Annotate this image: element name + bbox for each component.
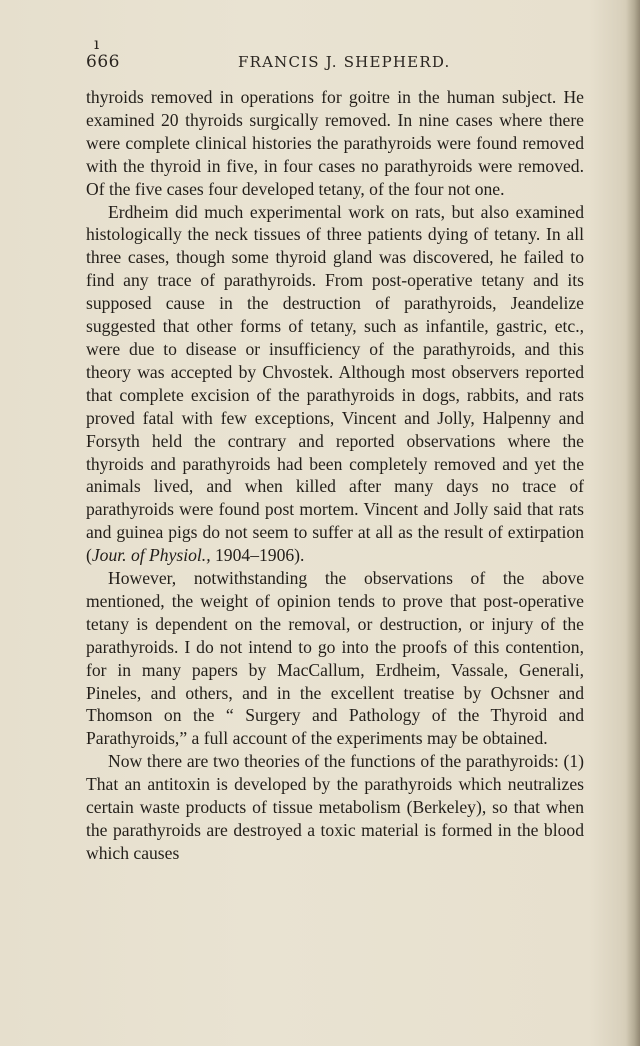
paragraph-3	[86, 567, 584, 750]
paragraph-2	[86, 201, 584, 568]
paragraph-2-citation-end: 1904–1906).	[210, 545, 305, 566]
paragraph-3-text: However, notwithstanding the observations of the above mentioned, the weight of opinion tends to prove that post-operative tetany is dependent on the removal, or destruction, or injury of the parathyroids. I do not intend to go into the proofs of this contention, for in many papers by MacCallum, Erdheim, Vassale, Generali, Pineles, and others, and in the excellent treatise by Ochsner and Thomson on the “ Surgery and Pathology of the Thyroid and Parathyroids,” a full account of the experiments may be obtained.	[86, 568, 584, 749]
page-mark: ı	[94, 34, 100, 53]
paragraph-2-text: Erdheim did much experimental work on rats, but also examined histologically the neck tissues of three patients dying of tetany. In all three cases, though some thyroid gland was discovered, he failed to find any trace of parathyroids. From post-operative tetany and its supposed cause in the destruction of parathyroids, Jeandelize suggested that other forms of tetany, such as infantile, gastric, etc., were due to disease or insufficiency of the parathyroids, and this theory was accepted by Chvostek. Although most observers reported that complete excision of the parathyroids in dogs, rabbits, and rats proved fatal with few exceptions, Vincent and Jolly, Halpenny and Forsyth held the contrary and reported observations where the thyroids and parathyroids had been completely removed and yet the animals lived, and when killed after many days no trace of parathyroids were found post mortem. Vincent and Jolly said that rats and guinea pigs do not seem to suffer at all as the result of extirpation (	[86, 201, 584, 566]
journal-citation: Jour. of Physiol.,	[91, 545, 211, 566]
paragraph-4-text: Now there are two theories of the functions of the parathyroids: (1) That an antitoxin is developed by the parathyroids which neutralizes certain waste products of tissue metabolism (Berkeley), so that when the parathyroids are destroyed a toxic material is formed in the blood which causes	[86, 751, 584, 863]
body-text	[86, 86, 584, 865]
paragraph-4	[86, 750, 584, 865]
page-number: 666	[86, 52, 120, 72]
paragraph-1-text: thyroids removed in operations for goitre in the human subject. He examined 20 thyroids surgically removed. In nine cases where there were complete clinical histories the parathyroids were found removed with the thyroid in five, in four cases no parathyroids were removed. Of the five cases four developed tetany, of the four not one.	[86, 87, 584, 199]
page-edge-shadow	[626, 0, 640, 1046]
running-head: FRANCIS J. SHEPHERD.	[238, 53, 451, 71]
paragraph-1	[86, 86, 584, 201]
page-header	[86, 34, 586, 76]
